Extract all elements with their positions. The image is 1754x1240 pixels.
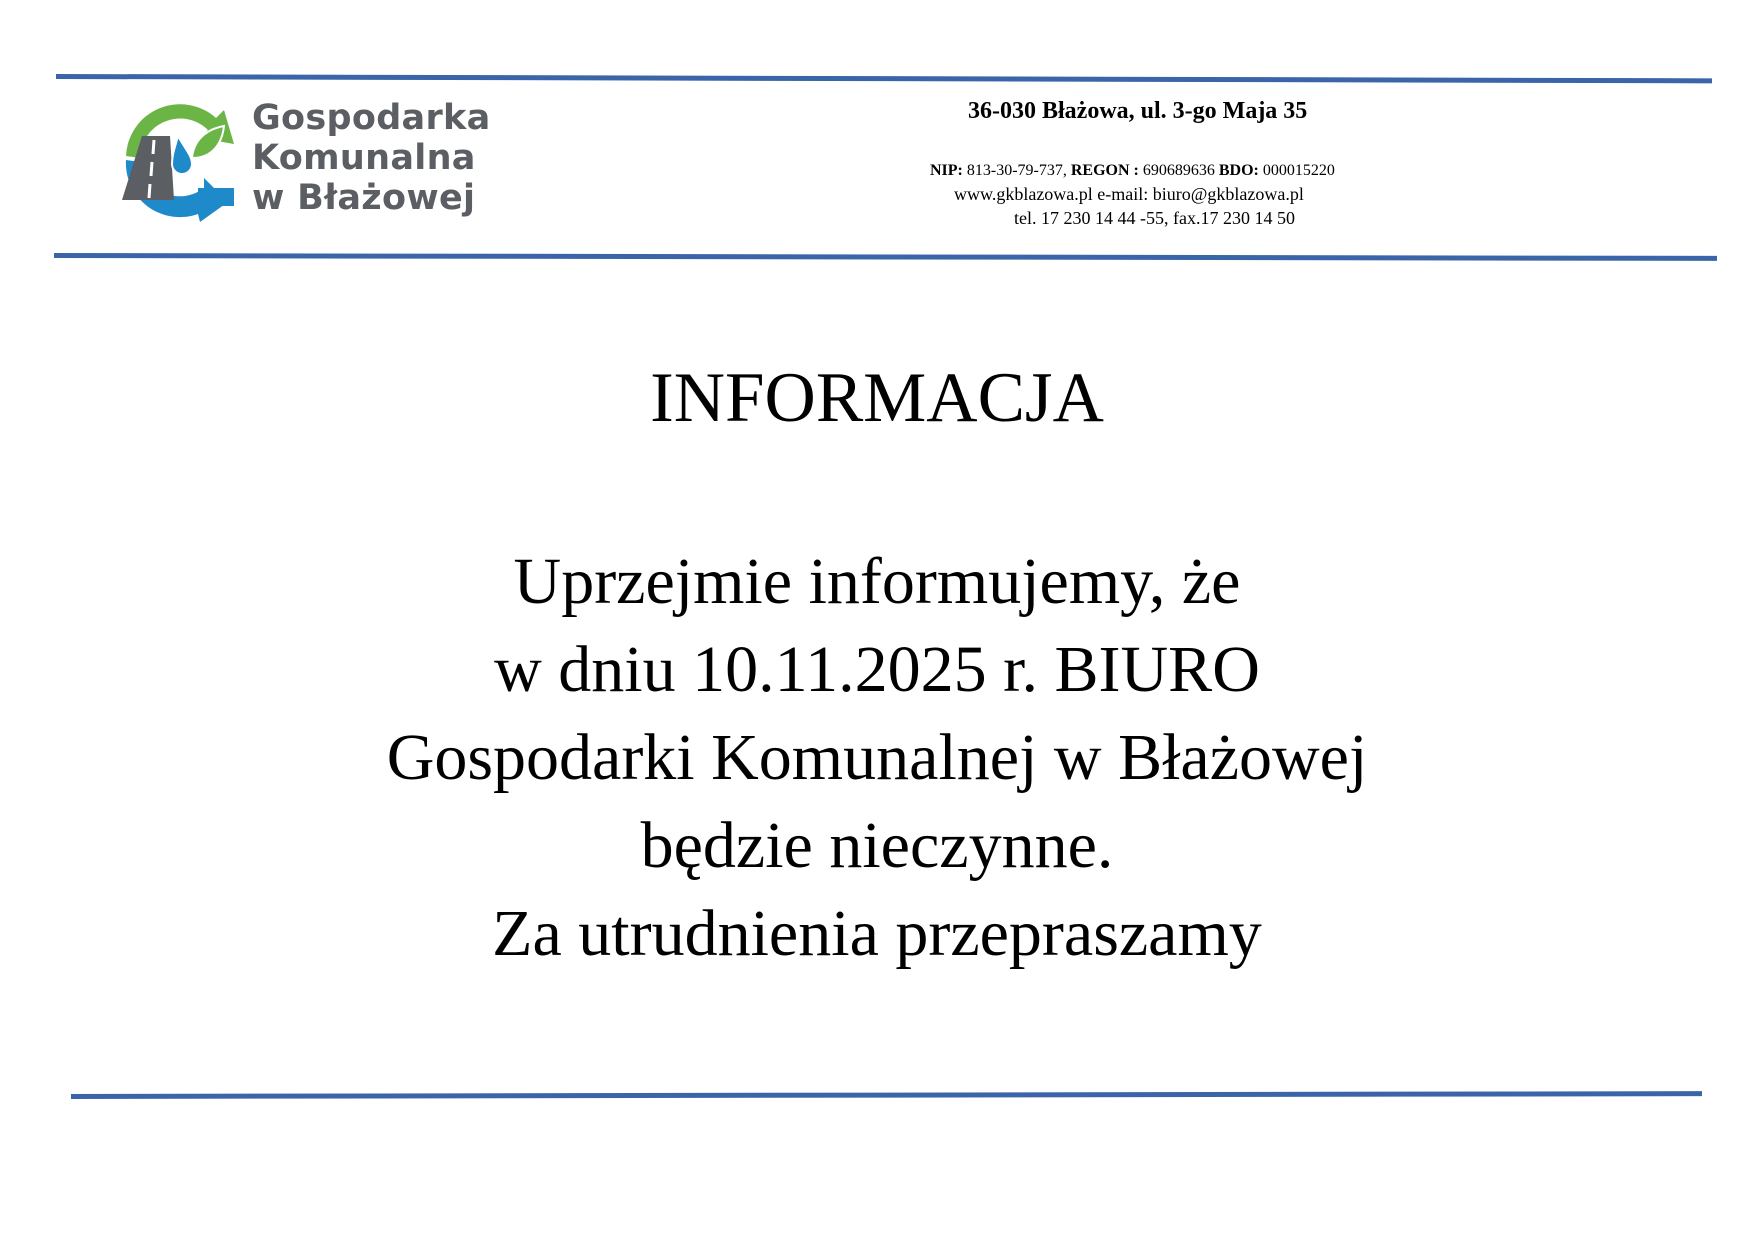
notice-line-4: będzie nieczynne. (640, 809, 1114, 882)
nip-label: NIP: (930, 162, 963, 179)
bdo-value: 000015220 (1262, 162, 1335, 179)
nip-value: 813-30-79-737, (966, 162, 1067, 179)
company-ids (930, 162, 1335, 180)
regon-label: REGON : (1070, 162, 1139, 179)
phone-fax-line: tel. 17 230 14 44 -55, fax.17 230 14 50 (1014, 208, 1295, 228)
notice-line-3: Gospodarki Komunalnej w Błażowej (386, 721, 1368, 794)
recycling-road-drop-leaf-icon (116, 96, 244, 222)
logo-text-line-3: w Błażowej (252, 178, 476, 218)
notice-message (0, 538, 1754, 978)
web-email-line: www.gkblazowa.pl e-mail: biuro@gkblazowa.pl (954, 184, 1304, 204)
company-address: 36-030 Błażowa, ul. 3-go Maja 35 (968, 98, 1308, 124)
logo-text-line-2: Komunalna (252, 138, 476, 178)
notice-line-1: Uprzejmie informujemy, że (513, 545, 1241, 618)
company-logo (116, 96, 506, 226)
bdo-label: BDO: (1218, 162, 1259, 179)
notice-line-2: w dniu 10.11.2025 r. BIURO (494, 633, 1260, 706)
notice-heading: INFORMACJA (650, 359, 1104, 437)
footer-rule (71, 1091, 1702, 1099)
notice-line-5: Za utrudnienia przepraszamy (492, 897, 1262, 970)
regon-value: 690689636 (1142, 162, 1215, 179)
logo-text-line-1: Gospodarka (252, 98, 491, 138)
header-bottom-rule (54, 253, 1717, 261)
header-top-rule (56, 74, 1712, 83)
